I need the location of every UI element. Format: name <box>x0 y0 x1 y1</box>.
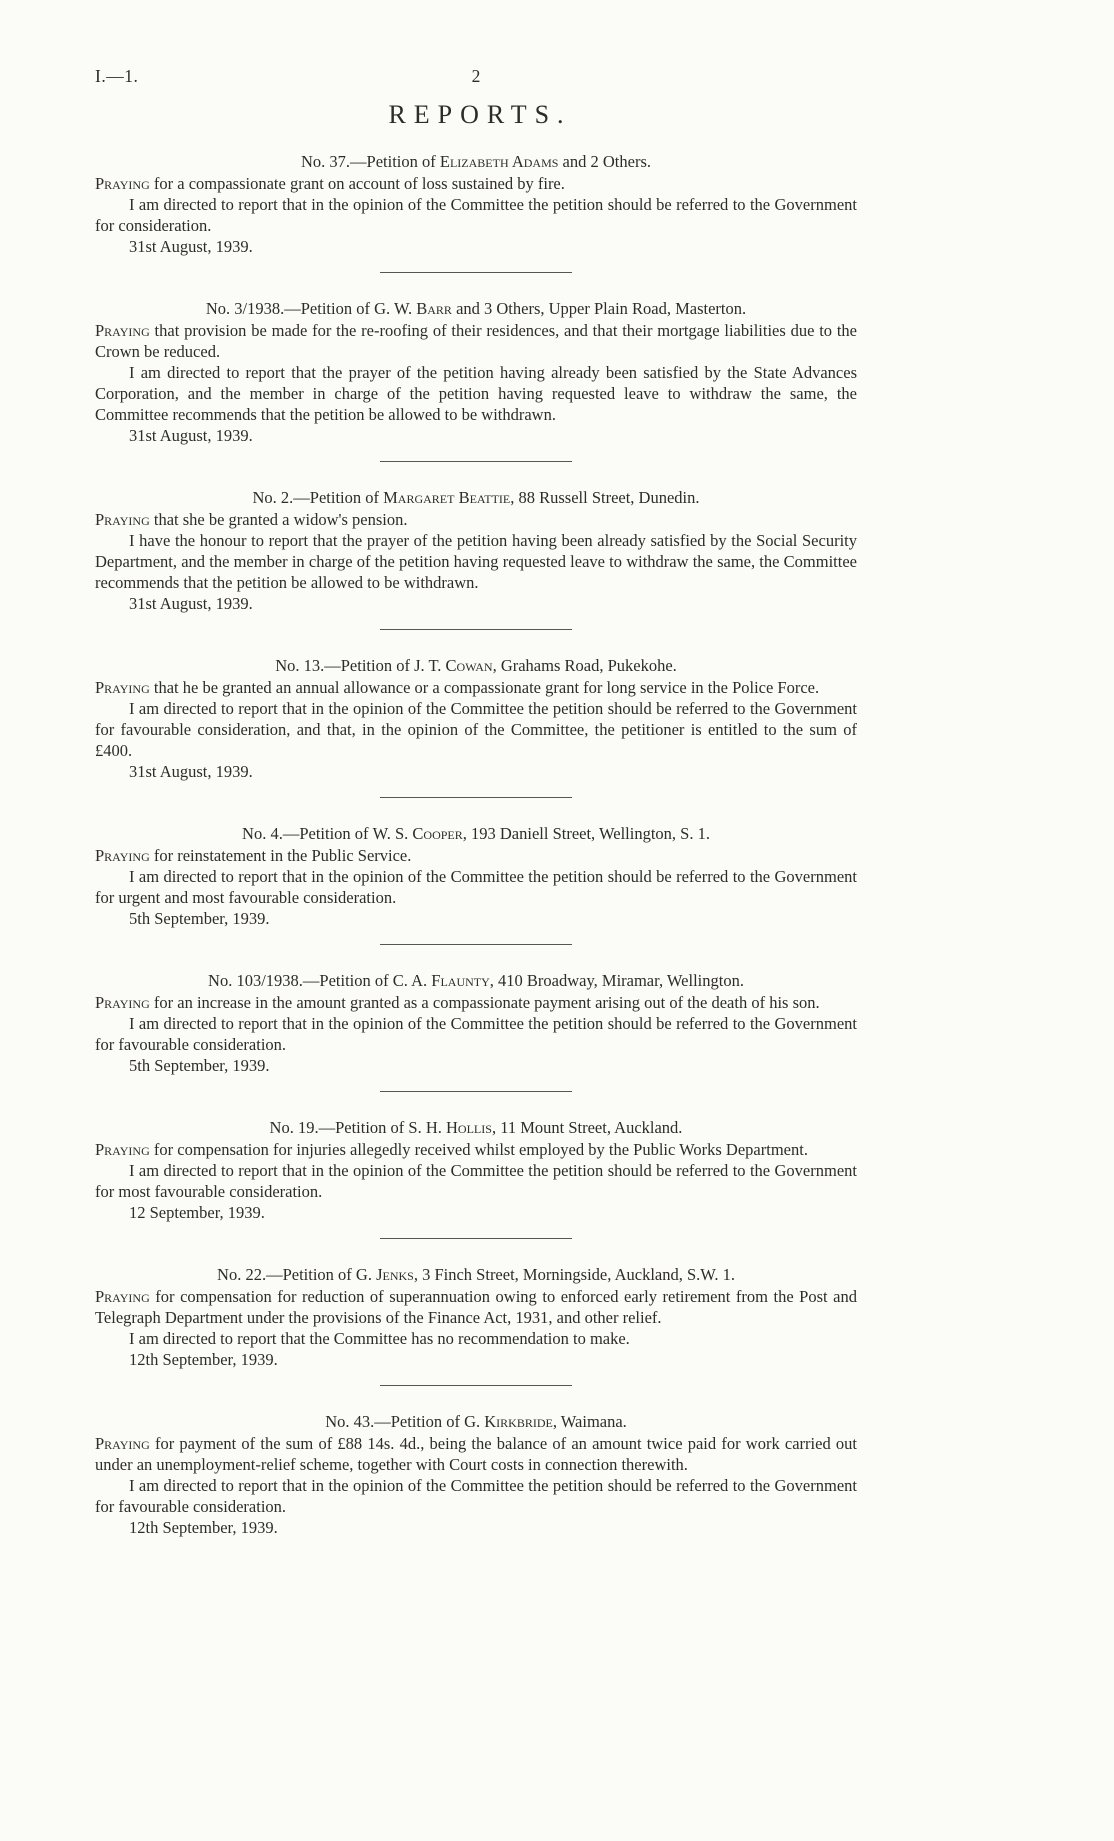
section-heading <box>95 1264 857 1285</box>
petitioner-name: Margaret Beattie <box>383 488 511 507</box>
page-number: 2 <box>471 66 481 86</box>
heading-suffix: , Waimana. <box>552 1412 627 1431</box>
praying-paragraph <box>95 173 857 194</box>
heading-suffix: , 410 Broadway, Miramar, Wellington. <box>489 971 744 990</box>
date-line: 12th September, 1939. <box>129 1518 278 1537</box>
section-heading <box>95 970 857 991</box>
petition-section <box>95 970 857 1092</box>
petition-section <box>95 655 857 798</box>
date-line: 31st August, 1939. <box>129 762 253 781</box>
petitioner-name: C. A. Flaunty <box>392 971 490 990</box>
heading-suffix: , 193 Daniell Street, Wellington, S. 1. <box>462 824 710 843</box>
praying-text: that provision be made for the re-roofing of their residences, and that their mortgage liabilities due to the Crown be reduced. <box>95 321 857 361</box>
section-heading <box>95 487 857 508</box>
heading-prefix: No. 19.—Petition of <box>269 1118 409 1137</box>
praying-word: Praying <box>95 993 150 1012</box>
report-paragraph: I am directed to report that in the opinion of the Committee the petition should be referred to the Government for favourable consideration. <box>95 1014 857 1054</box>
praying-text: for an increase in the amount granted as a compassionate payment arising out of the death of his son. <box>149 993 820 1012</box>
document-page <box>95 0 857 1538</box>
heading-suffix: , 11 Mount Street, Auckland. <box>491 1118 683 1137</box>
praying-paragraph <box>95 845 857 866</box>
heading-suffix: and 2 Others. <box>558 152 651 171</box>
praying-word: Praying <box>95 174 150 193</box>
petition-section <box>95 1264 857 1386</box>
praying-text: for compensation for injuries allegedly received whilst employed by the Public Works Department. <box>149 1140 808 1159</box>
date-line: 5th September, 1939. <box>129 909 270 928</box>
petition-section <box>95 1117 857 1239</box>
heading-prefix: No. 2.—Petition of <box>252 488 384 507</box>
praying-word: Praying <box>95 1434 150 1453</box>
praying-paragraph <box>95 1286 857 1328</box>
petitioner-name: Elizabeth Adams <box>439 152 559 171</box>
section-divider <box>380 797 572 798</box>
praying-word: Praying <box>95 1287 150 1306</box>
date-line: 31st August, 1939. <box>129 594 253 613</box>
section-heading <box>95 298 857 319</box>
heading-suffix: and 3 Others, Upper Plain Road, Masterton. <box>451 299 747 318</box>
praying-text: that he be granted an annual allowance or a compassionate grant for long service in the Police Force. <box>149 678 820 697</box>
heading-suffix: , 3 Finch Street, Morningside, Auckland, S.W. 1. <box>413 1265 735 1284</box>
report-paragraph: I am directed to report that in the opinion of the Committee the petition should be referred to the Government for most favourable consideration. <box>95 1161 857 1201</box>
praying-word: Praying <box>95 321 150 340</box>
date-line: 12 September, 1939. <box>129 1203 265 1222</box>
praying-paragraph <box>95 509 857 530</box>
heading-prefix: No. 4.—Petition of <box>242 824 373 843</box>
heading-suffix: , Grahams Road, Pukekohe. <box>492 656 677 675</box>
heading-prefix: No. 103/1938.—Petition of <box>208 971 393 990</box>
petition-section <box>95 487 857 630</box>
section-heading <box>95 823 857 844</box>
praying-text: for reinstatement in the Public Service. <box>149 846 412 865</box>
sections <box>95 151 857 1538</box>
heading-prefix: No. 22.—Petition of <box>217 1265 356 1284</box>
section-divider <box>380 272 572 273</box>
praying-paragraph <box>95 1433 857 1475</box>
report-paragraph: I am directed to report that in the opinion of the Committee the petition should be referred to the Government for consideration. <box>95 195 857 235</box>
heading-prefix: No. 43.—Petition of <box>325 1412 465 1431</box>
praying-text: for a compassionate grant on account of loss sustained by fire. <box>149 174 565 193</box>
date-line: 5th September, 1939. <box>129 1056 270 1075</box>
praying-word: Praying <box>95 678 150 697</box>
petition-section <box>95 151 857 273</box>
date-line: 31st August, 1939. <box>129 426 253 445</box>
praying-paragraph <box>95 992 857 1013</box>
report-series-number: I.—1. <box>95 66 139 86</box>
section-heading <box>95 151 857 172</box>
petitioner-name: G. Jenks <box>355 1265 414 1284</box>
heading-suffix: , 88 Russell Street, Dunedin. <box>510 488 700 507</box>
page-title: REPORTS. <box>388 100 572 129</box>
date-line: 12th September, 1939. <box>129 1350 278 1369</box>
report-paragraph: I am directed to report that in the opinion of the Committee the petition should be referred to the Government for favourable consideration. <box>95 1476 857 1516</box>
section-heading <box>95 1117 857 1138</box>
petitioner-name: W. S. Cooper <box>372 824 463 843</box>
praying-text: that she be granted a widow's pension. <box>149 510 408 529</box>
report-paragraph: I am directed to report that in the opinion of the Committee the petition should be referred to the Government for favourable consideration, and that, in the opinion of the Committee, the petitioner is entitled to the sum of £400. <box>95 699 857 760</box>
heading-prefix: No. 13.—Petition of <box>275 656 415 675</box>
petition-section <box>95 1411 857 1538</box>
section-divider <box>380 1238 572 1239</box>
praying-paragraph <box>95 677 857 698</box>
page-header <box>95 66 857 90</box>
section-divider <box>380 1091 572 1092</box>
praying-word: Praying <box>95 510 150 529</box>
date-line: 31st August, 1939. <box>129 237 253 256</box>
report-paragraph: I am directed to report that the prayer of the petition having already been satisfied by the State Advances Corporation, and the member in charge of the petition having requested leave to withdraw the same, the Committee recommends that the petition be allowed to be withdrawn. <box>95 363 857 424</box>
report-paragraph: I have the honour to report that the prayer of the petition having been already satisfied by the Social Security Department, and the member in charge of the petition having requested leave to withdraw the same, the Committee recommends that the petition be allowed to be withdrawn. <box>95 531 857 592</box>
praying-text: for compensation for reduction of superannuation owing to enforced early retirement from the Post and Telegraph Department under the provisions of the Finance Act, 1931, and other relief. <box>95 1287 857 1327</box>
petitioner-name: G. W. Barr <box>374 299 452 318</box>
praying-paragraph <box>95 1139 857 1160</box>
praying-word: Praying <box>95 1140 150 1159</box>
section-divider <box>380 944 572 945</box>
section-heading <box>95 1411 857 1432</box>
petitioner-name: J. T. Cowan <box>414 656 493 675</box>
petitioner-name: G. Kirkbride <box>464 1412 553 1431</box>
petitioner-name: S. H. Hollis <box>408 1118 492 1137</box>
praying-word: Praying <box>95 846 150 865</box>
section-divider <box>380 629 572 630</box>
section-divider <box>380 1385 572 1386</box>
report-paragraph: I am directed to report that the Committee has no recommendation to make. <box>129 1329 630 1348</box>
petition-section <box>95 823 857 945</box>
heading-prefix: No. 3/1938.—Petition of <box>205 299 375 318</box>
praying-paragraph <box>95 320 857 362</box>
petition-section <box>95 298 857 462</box>
section-divider <box>380 461 572 462</box>
section-heading <box>95 655 857 676</box>
praying-text: for payment of the sum of £88 14s. 4d., being the balance of an amount twice paid for work carried out under an unemployment-relief scheme, together with Court costs in connection therewith. <box>95 1434 857 1474</box>
report-paragraph: I am directed to report that in the opinion of the Committee the petition should be referred to the Government for urgent and most favourable consideration. <box>95 867 857 907</box>
heading-prefix: No. 37.—Petition of <box>301 152 440 171</box>
